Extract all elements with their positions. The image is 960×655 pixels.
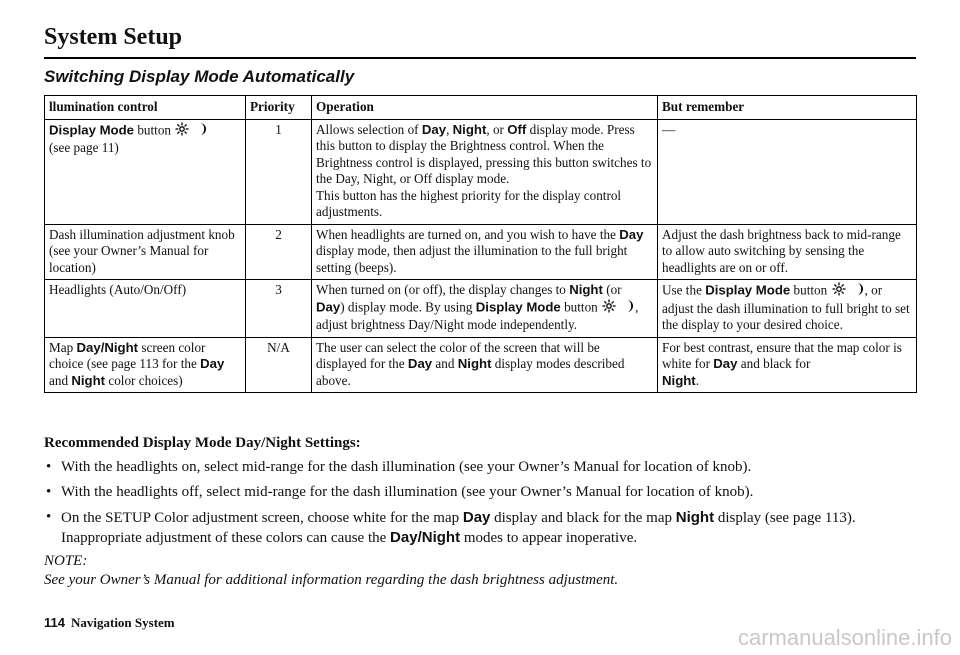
cell-control: Dash illumination adjustment knob (see your Owner’s Manual for location) (45, 224, 246, 280)
mode-name: Night (662, 372, 696, 388)
title-rule (44, 57, 916, 59)
table-header-row (45, 96, 917, 120)
cell-control (45, 337, 246, 393)
cell-text: and (49, 372, 72, 388)
note-label: NOTE: (44, 553, 88, 569)
cell-priority: 1 (246, 119, 312, 224)
cell-priority: N/A (246, 337, 312, 393)
cell-text: (see page 11) (49, 140, 119, 155)
cell-text: , or (486, 121, 508, 137)
cell-text: The user can select the color of the screen that will be displayed for the (316, 339, 600, 371)
cell-text: button (134, 121, 175, 137)
cell-text: / (100, 339, 105, 355)
cell-text: Allows selection of (316, 121, 422, 137)
section-heading: Switching Display Mode Automatically (44, 67, 355, 86)
header-remember: But remember (658, 96, 917, 120)
list-text: modes to appear inoperative. (460, 530, 638, 546)
cell-text: display modes described above. (316, 356, 625, 388)
cell-text: Map (49, 339, 77, 355)
illumination-table (44, 95, 917, 393)
header-operation: Operation (312, 96, 658, 120)
page-title: System Setup (44, 24, 183, 50)
mode-name: Day (407, 356, 433, 371)
list-text: / (417, 529, 422, 546)
cell-text: display mode. Press this button to display the Brightness control. When the Brightness control is displayed, pressing this button switches to the Day, Night, or Off display mode. (316, 121, 652, 186)
cell-text: When turned on (or off), the display changes to (316, 282, 570, 297)
cell-remember (658, 280, 917, 338)
cell-text: For best contrast, ensure that the map color is white for (662, 339, 902, 371)
cell-operation (312, 119, 658, 224)
mode-name: Night (421, 529, 461, 546)
cell-text: and black for (737, 356, 811, 371)
mode-name: Display Mode (475, 298, 561, 314)
footer-label: Navigation System (70, 615, 175, 630)
table-row (45, 337, 917, 393)
header-priority: Priority (246, 96, 312, 120)
page-number: 114 (44, 615, 65, 630)
note-text: See your Owner’s Manual for additional information regarding the dash brightness adjustment. (44, 572, 619, 588)
cell-text: button (790, 282, 831, 298)
mode-name: Day (76, 339, 101, 355)
list-text: display and black for the map (490, 510, 676, 526)
mode-name: Day (421, 121, 447, 137)
mode-name: Day (200, 356, 225, 371)
mode-name: Night (104, 339, 139, 355)
mode-name: Night (675, 509, 715, 526)
cell-text: color choices) (105, 372, 183, 388)
cell-text: , or adjust the dash illumination to full bright to set the display to your desired choice. (662, 282, 910, 332)
cell-text: Use the (662, 282, 706, 298)
cell-text: button (560, 298, 602, 314)
cell-priority: 3 (246, 280, 312, 338)
cell-operation (312, 337, 658, 393)
cell-text: display mode, then adjust the illumination to the full bright setting (beeps). (316, 243, 628, 275)
mode-name: Display Mode (705, 282, 791, 298)
page-footer (44, 615, 175, 631)
cell-text: This button has the highest priority for the display control adjustments. (316, 187, 622, 219)
cell-text: and (432, 356, 458, 371)
mode-name: Day (619, 226, 644, 242)
cell-remember: — (658, 119, 917, 224)
mode-name: Day (390, 529, 418, 546)
mode-name: Night (71, 372, 106, 388)
cell-text: , adjust brightness Day/Night mode independently. (316, 298, 639, 332)
list-item (44, 508, 924, 548)
cell-text: . (695, 372, 699, 388)
table-row (45, 280, 917, 338)
cell-control: Headlights (Auto/On/Off) (45, 280, 246, 338)
cell-remember (658, 337, 917, 393)
list-item: • With the headlights off, select mid-range for the dash illumination (see your Owner’s Manual for location of knob). (44, 483, 924, 502)
recommended-heading: Recommended Display Mode Day/Night Settings: (44, 435, 361, 451)
mode-name: Night (457, 356, 492, 371)
cell-remember: Adjust the dash brightness back to mid-range to allow auto switching by sensing the headlights are on or off. (658, 224, 917, 280)
mode-name: Night (569, 282, 603, 297)
mode-name: Day (316, 298, 341, 314)
mode-name: Day (713, 356, 738, 371)
mode-name: Off (507, 121, 527, 137)
sun-moon-icon (174, 122, 208, 141)
cell-control (45, 119, 246, 224)
sun-moon-icon (831, 282, 865, 301)
list-text: display (see page 113). Inappropriate adjustment of these colors can cause the (61, 510, 856, 546)
mode-name: Day (462, 509, 491, 526)
cell-text: , (446, 121, 453, 137)
table-row (45, 119, 917, 224)
list-text: On the SETUP Color adjustment screen, choose white for the map (61, 510, 463, 526)
list-item: • With the headlights on, select mid-range for the dash illumination (see your Owner’s Manual for location of knob). (44, 458, 924, 477)
recommended-list (44, 458, 924, 554)
cell-text: screen color choice (see page 113 for the (49, 339, 206, 371)
watermark: carmanualsonline.info (737, 625, 952, 650)
table-row (45, 224, 917, 280)
cell-operation (312, 224, 658, 280)
mode-name: Display Mode (49, 121, 135, 137)
sun-moon-icon (601, 299, 635, 318)
cell-text: When headlights are turned on, and you wish to have the (316, 226, 620, 242)
cell-text: ) display mode. By using (340, 298, 476, 314)
cell-operation (312, 280, 658, 338)
header-control: llumination control (45, 96, 246, 120)
mode-name: Night (452, 121, 487, 137)
cell-text: (or (602, 282, 622, 297)
cell-priority: 2 (246, 224, 312, 280)
